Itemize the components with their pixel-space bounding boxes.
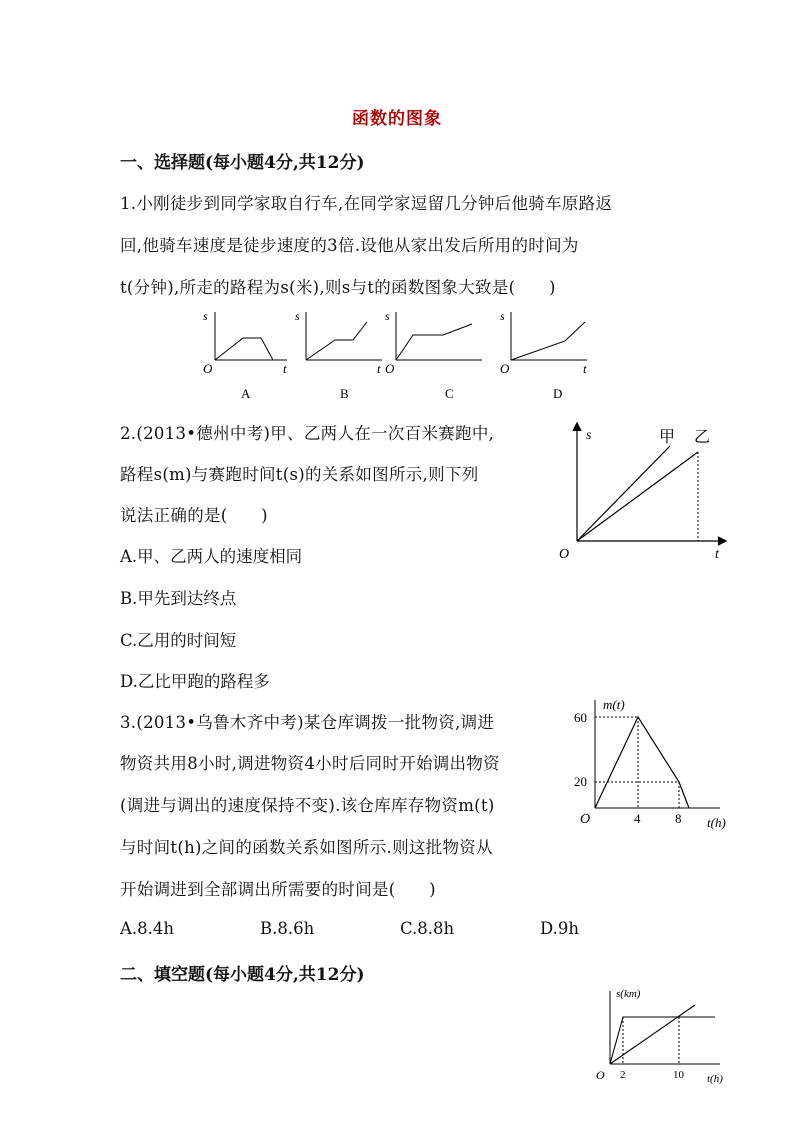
q3-option-b: B.8.6h xyxy=(260,919,315,938)
q2-line-1: 2.(2013•德州中考)甲、乙两人在一次百米赛跑中, xyxy=(120,424,495,443)
q2-label-yi: 乙 xyxy=(694,429,711,446)
q4-graph xyxy=(590,983,740,1088)
q1-line-2: 回,他骑车速度是徒步速度的3倍.设他从家出发后所用的时间为 xyxy=(120,236,579,255)
q1-b-x-label: t xyxy=(377,361,381,376)
q3-graph xyxy=(570,695,740,835)
q1-d-origin: O xyxy=(500,361,510,376)
q1-a-origin: O xyxy=(203,361,213,376)
q2-x-label: t xyxy=(715,547,719,562)
q3-line-2: 物资共用8小时,调进物资4小时后同时开始调出物资 xyxy=(120,754,500,773)
q3-option-c: C.8.8h xyxy=(400,919,455,938)
q4-x-label: t(h) xyxy=(707,1073,723,1085)
q4-x-tick-2: 2 xyxy=(620,1069,626,1081)
q1-d-y-label: s xyxy=(500,309,505,323)
q2-line-3: 说法正确的是( ) xyxy=(120,506,268,525)
q1-a-y-label: s xyxy=(203,309,208,323)
q2-line-2: 路程s(m)与赛跑时间t(s)的关系如图所示,则下列 xyxy=(120,465,479,484)
q2-y-label: s xyxy=(586,428,592,443)
q1-graph-c xyxy=(385,309,482,401)
q2-option-d: D.乙比甲跑的路程多 xyxy=(120,672,270,691)
q4-origin: O xyxy=(596,1068,605,1082)
q1-c-origin: O xyxy=(385,361,395,376)
q1-line-1: 1.小刚徒步到同学家取自行车,在同学家逗留几分钟后他骑车原路返 xyxy=(120,194,613,213)
section-heading-fill: 二、填空题(每小题4分,共12分) xyxy=(120,965,365,985)
q3-x-tick-8: 8 xyxy=(675,811,682,826)
q3-y-label: m(t) xyxy=(603,697,625,712)
q3-line-1: 3.(2013•乌鲁木齐中考)某仓库调拨一批物资,调进 xyxy=(120,713,495,732)
q3-y-tick-20: 20 xyxy=(574,774,587,789)
q3-x-tick-4: 4 xyxy=(634,811,641,826)
q3-graph-line xyxy=(595,717,689,808)
q3-line-4: 与时间t(h)之间的函数关系如图所示.则这批物资从 xyxy=(120,838,493,857)
q3-line-3: (调进与调出的速度保持不变).该仓库库存物资m(t) xyxy=(120,796,495,815)
q4-y-label: s(km) xyxy=(616,988,641,1000)
q2-origin: O xyxy=(559,547,570,562)
q1-label-c: C xyxy=(445,386,454,401)
q1-d-x-label: t xyxy=(583,361,587,376)
section-heading-choice: 一、选择题(每小题4分,共12分) xyxy=(120,153,365,173)
q3-option-a: A.8.4h xyxy=(120,919,175,938)
q3-line-5: 开始调进到全部调出所需要的时间是( ) xyxy=(120,880,436,899)
q3-option-d: D.9h xyxy=(540,919,580,938)
q2-option-a: A.甲、乙两人的速度相同 xyxy=(120,547,303,566)
q2-line-jia xyxy=(577,446,670,541)
q1-b-y-label: s xyxy=(295,309,300,323)
q2-line-yi xyxy=(577,452,698,541)
page-title: 函数的图象 xyxy=(352,109,442,129)
q1-label-d: D xyxy=(553,386,563,401)
q1-label-b: B xyxy=(340,386,349,401)
q1-line-3: t(分钟),所走的路程为s(米),则s与t的函数图象大致是( ) xyxy=(120,278,556,297)
q3-origin: O xyxy=(580,812,591,827)
q1-c-y-label: s xyxy=(385,309,390,323)
q2-option-b: B.甲先到达终点 xyxy=(120,589,237,608)
q1-graphs xyxy=(195,300,605,410)
q1-graph-d xyxy=(500,309,587,401)
q3-x-label: t(h) xyxy=(707,815,726,830)
q1-a-x-label: t xyxy=(283,361,287,376)
q2-graph xyxy=(555,418,735,568)
q4-x-tick-10: 10 xyxy=(673,1069,684,1081)
q1-graph-b xyxy=(295,309,382,401)
q2-option-c: C.乙用的时间短 xyxy=(120,631,237,650)
q1-graph-a xyxy=(203,309,287,401)
q3-y-tick-60: 60 xyxy=(574,710,587,725)
q4-line-1 xyxy=(610,1017,715,1064)
q2-label-jia: 甲 xyxy=(659,429,676,446)
q1-label-a: A xyxy=(241,386,251,401)
